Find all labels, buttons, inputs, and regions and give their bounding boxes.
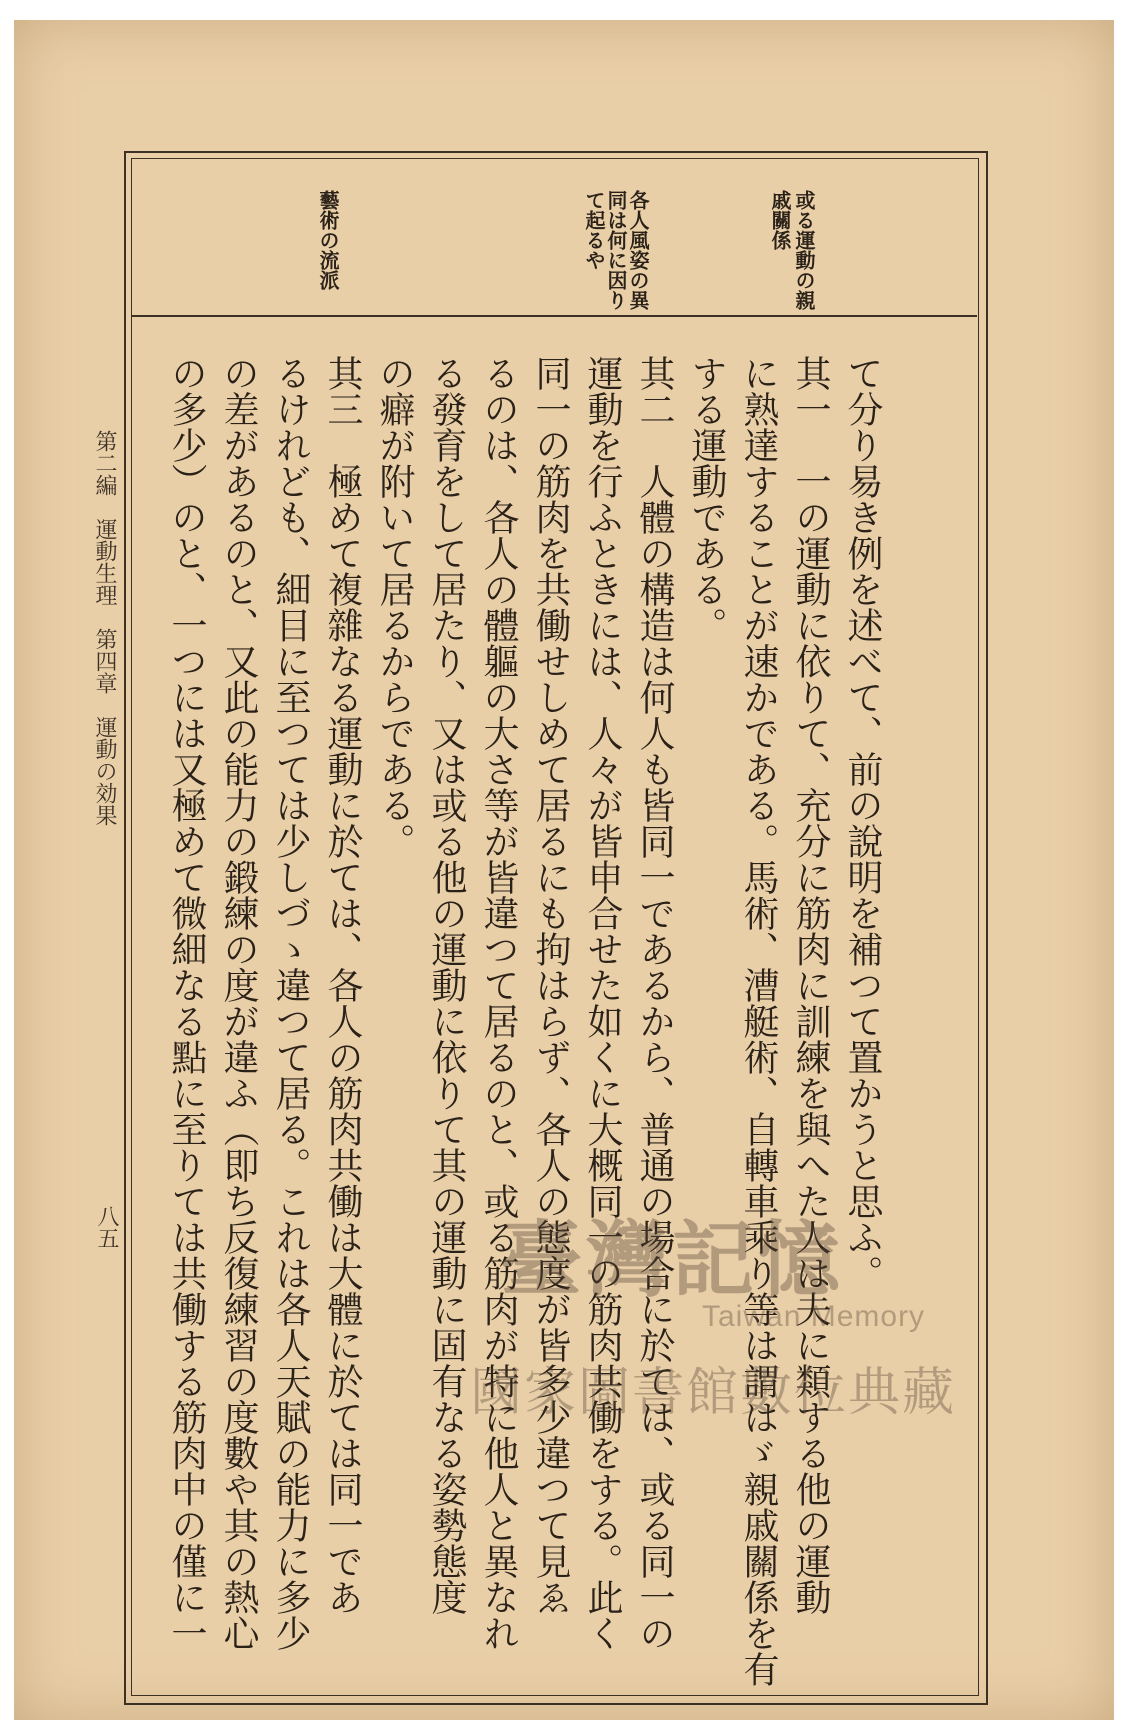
marginal-note: 或る運動の親 bbox=[792, 190, 816, 310]
body-column: るのは、各人の體軀の大さ等が皆違つて居るのと、或る筋肉が特に他人と異なれ bbox=[478, 355, 519, 1651]
body-column: の差があるのと、又此の能力の鍛練の度が違ふ（即ち反復練習の度數や其の熱心 bbox=[218, 355, 259, 1651]
body-column: る發育をして居たり、又は或る他の運動に依りて其の運動に固有なる姿勢態度 bbox=[426, 355, 467, 1615]
watermark-english: Taiwan Memory bbox=[702, 1300, 926, 1333]
body-column: て分り易き例を述べて、前の說明を補つて置かうと思ふ。 bbox=[842, 355, 883, 1291]
marginal-note: て起るや bbox=[582, 190, 606, 270]
body-column: する運動である。 bbox=[686, 355, 727, 643]
body-column: の癖が附いて居るからである。 bbox=[374, 355, 415, 859]
body-column: 其二 人體の構造は何人も皆同一であるから、普通の場合に於ては、或る同一の bbox=[634, 355, 675, 1651]
body-column: るけれども、細目に至つては少しづゝ違つて居る。これは各人天賦の能力に多少 bbox=[270, 355, 311, 1651]
running-head: 第二編 運動生理 第四章 運動の効果 bbox=[92, 430, 117, 826]
marginal-note: 各人風姿の異 bbox=[626, 190, 650, 310]
body-column: 同一の筋肉を共働せしめて居るにも拘はらず、各人の態度が皆多少違つて見ゑ bbox=[530, 355, 571, 1615]
body-column: 其三 極めて複雜なる運動に於ては、各人の筋肉共働は大體に於ては同一であ bbox=[322, 355, 363, 1615]
marginal-note: 同は何に因り bbox=[604, 190, 628, 310]
watermark-logo: 臺灣記憶 bbox=[500, 1212, 845, 1308]
marginal-note: 藝術の流派 bbox=[316, 190, 340, 290]
body-column: 其一 一の運動に依りて、充分に筋肉に訓練を與へた人は夫に類する他の運動 bbox=[790, 355, 831, 1615]
body-column: の多少）のと、一つには又極めて微細なる點に至りては共働する筋肉中の僅に一 bbox=[166, 355, 207, 1651]
marginal-note-divider bbox=[131, 315, 977, 317]
marginal-note: 戚關係 bbox=[768, 190, 792, 250]
page-number: 八五 bbox=[94, 1205, 119, 1249]
watermark-subtitle: 國家圖書館數位典藏 bbox=[470, 1363, 957, 1423]
body-column: 運動を行ふときには、人々が皆申合せた如くに大概同一の筋肉共働をする。此く bbox=[582, 355, 623, 1651]
body-column: に熟達することが速かである。馬術、漕艇術、自轉車乘り等は謂はゞ親戚關係を有 bbox=[738, 355, 779, 1687]
